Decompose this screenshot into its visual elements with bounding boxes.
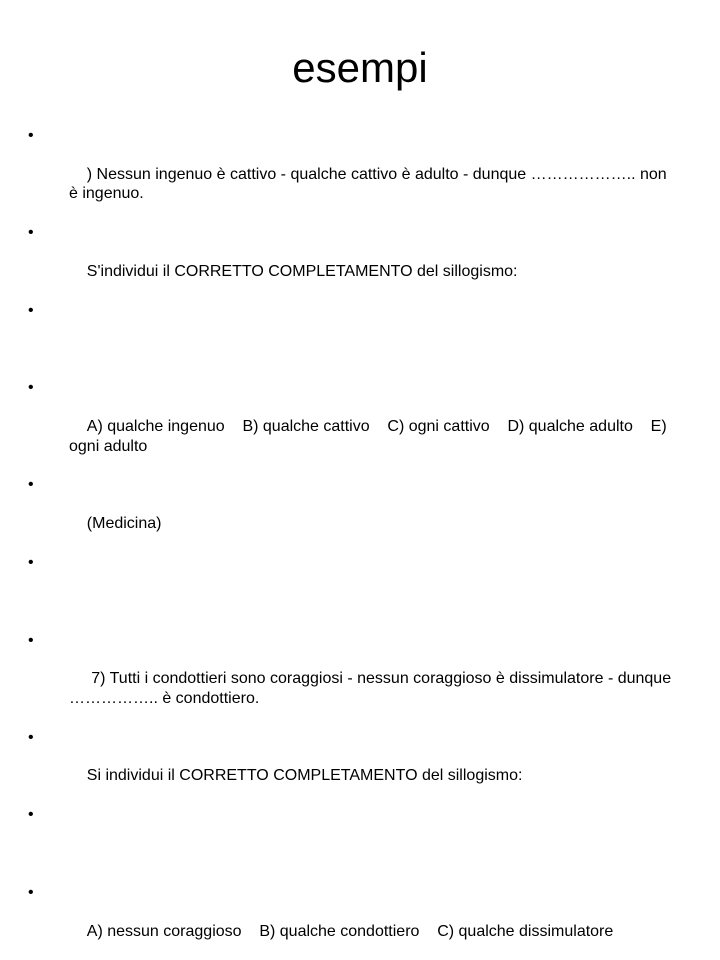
bullet-dot-icon: •: [28, 631, 34, 649]
bullet-item: [28, 301, 678, 379]
bullet-dot-icon: •: [28, 553, 34, 571]
bullet-item: [28, 223, 678, 301]
bullet-list: [28, 126, 678, 960]
bullet-dot-icon: •: [28, 301, 34, 319]
bullet-dot-icon: •: [28, 728, 34, 746]
bullet-dot-icon: •: [28, 806, 34, 824]
bullet-text: (Medicina): [86, 515, 162, 533]
bullet-item: [28, 475, 678, 553]
bullet-text: ) Nessun ingenuo è cattivo - qualche cattivo è adulto - dunque ……………….. non è ingenuo.: [69, 165, 672, 203]
bullet-text: A) nessun coraggioso B) qualche condottiero C) qualche dissimulatore: [86, 922, 614, 940]
bullet-dot-icon: •: [28, 476, 34, 494]
bullet-item: [28, 126, 678, 223]
slide-title: esempi: [292, 44, 428, 91]
bullet-text: Si individui il CORRETTO COMPLETAMENTO del sillogismo:: [86, 767, 523, 785]
bullet-item: [28, 631, 678, 728]
bullet-item: [28, 553, 678, 631]
bullet-dot-icon: •: [28, 883, 34, 901]
bullet-dot-icon: •: [28, 224, 34, 242]
bullet-dot-icon: •: [28, 127, 34, 144]
bullet-item: [28, 728, 678, 806]
bullet-item: [28, 378, 678, 475]
bullet-text: S'individui il CORRETTO COMPLETAMENTO del sillogismo:: [86, 262, 518, 280]
bullet-text: 7) Tutti i condottieri sono coraggiosi - nessun coraggioso è dissimulatore - dunque …………….. è condottiero.: [69, 670, 676, 707]
bullet-item: [28, 805, 678, 883]
bullet-dot-icon: •: [28, 379, 34, 397]
bullet-item: [28, 883, 678, 960]
bullet-text: A) qualche ingenuo B) qualche cattivo C) ogni cattivo D) qualche adulto E) ogni adulto: [69, 418, 672, 455]
